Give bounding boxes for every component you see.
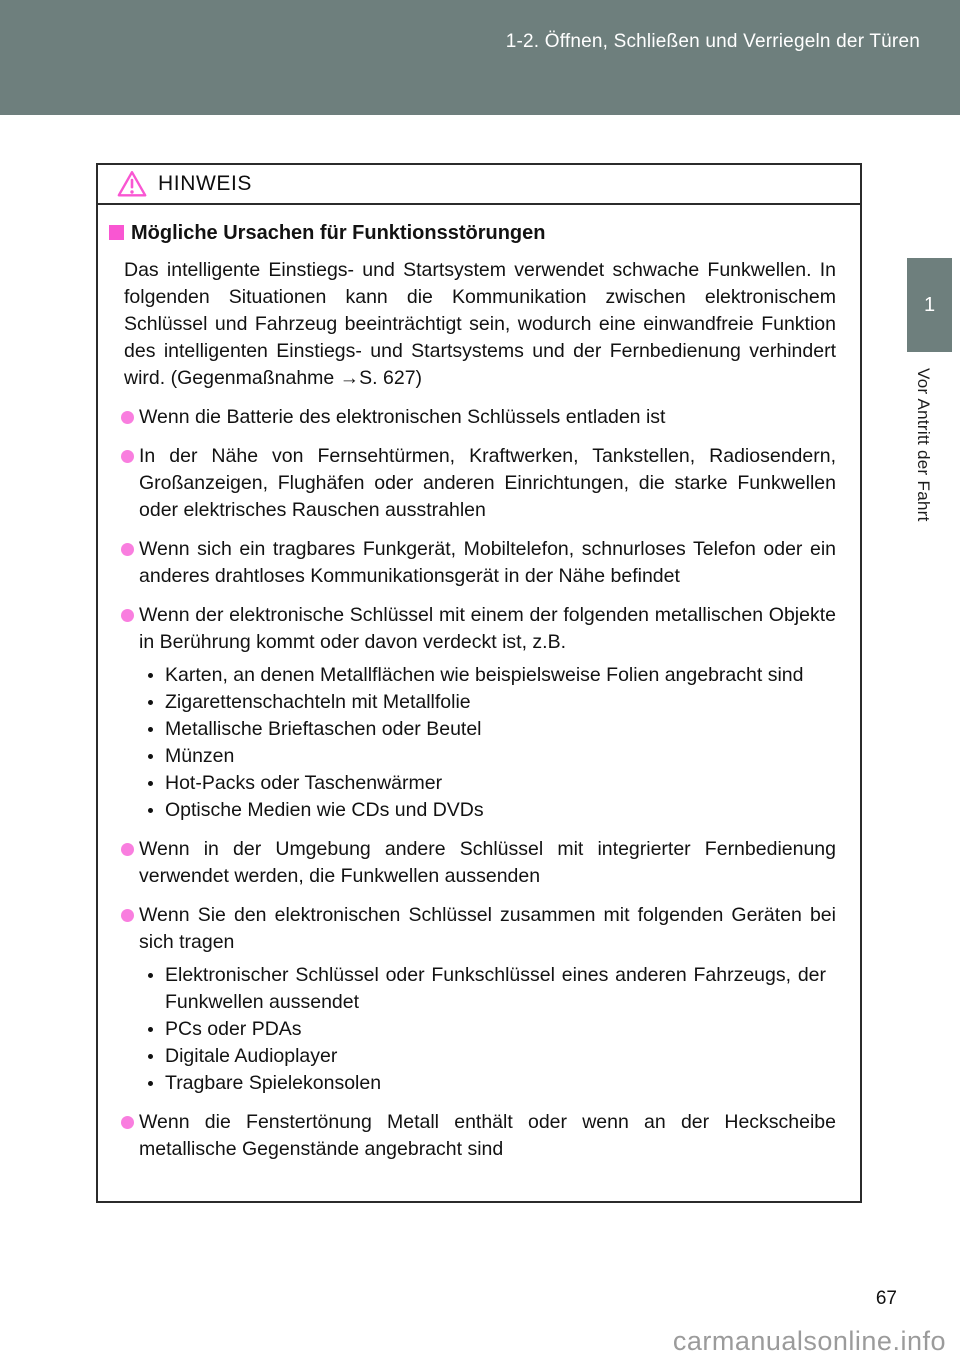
sub-bullet-dot-icon bbox=[148, 673, 153, 678]
notice-item-text: Wenn sich ein tragbares Funkgerät, Mobiltelefon, schnurloses Telefon oder ein anderes drahtloses Kommunikationsgerät in der Nähe befindet bbox=[139, 538, 836, 587]
chapter-number-tab bbox=[907, 258, 952, 352]
section-heading bbox=[109, 221, 836, 245]
notice-subitem bbox=[139, 797, 826, 824]
notice-item bbox=[124, 602, 836, 824]
bullet-circle-icon bbox=[121, 609, 134, 622]
notice-item-text: Wenn Sie den elektronischen Schlüssel zusammen mit folgenden Geräten bei sich tragen bbox=[139, 904, 836, 953]
notice-subitem bbox=[139, 962, 826, 1016]
sub-bullet-dot-icon bbox=[148, 754, 153, 759]
notice-item-text: Wenn in der Umgebung andere Schlüssel mit integrierter Fernbedienung verwendet werden, die Funkwellen aussenden bbox=[139, 838, 836, 887]
sub-bullet-dot-icon bbox=[148, 700, 153, 705]
sub-bullet-dot-icon bbox=[148, 1027, 153, 1032]
notice-subitem-text: Digitale Audioplayer bbox=[165, 1045, 338, 1067]
notice-subitem-text: Karten, an denen Metallflächen wie beispielsweise Folien angebracht sind bbox=[165, 664, 804, 686]
notice-body bbox=[98, 205, 860, 1163]
intro-paragraph: Das intelligente Einstiegs- und Startsystem verwendet schwache Funkwellen. In folgenden Situationen kann die Kommunikation zwischen elektronischem Schlüssel und Fahrzeug beeinträchtigt sein, wodurch eine einwandfreie Funktion des intelligenten Einstiegs- und Startsystems und der Fernbedienung verhindert wird. (Gegenmaßnahme →S. 627) bbox=[124, 259, 836, 389]
notice-item bbox=[124, 902, 836, 1097]
notice-subitem-text: Hot-Packs oder Taschenwärmer bbox=[165, 772, 443, 794]
sub-bullet-dot-icon bbox=[148, 1081, 153, 1086]
notice-subitem bbox=[139, 770, 826, 797]
chapter-side-label: Vor Antritt der Fahrt bbox=[914, 368, 933, 522]
notice-subitem bbox=[139, 689, 826, 716]
bullet-circle-icon bbox=[121, 843, 134, 856]
notice-subitem bbox=[139, 743, 826, 770]
notice-sublist bbox=[139, 962, 836, 1097]
page-number: 67 bbox=[875, 1288, 897, 1309]
notice-item bbox=[124, 404, 836, 431]
notice-subitem bbox=[139, 1070, 826, 1097]
notice-header bbox=[98, 165, 860, 205]
sub-bullet-dot-icon bbox=[148, 808, 153, 813]
notice-item bbox=[124, 443, 836, 524]
bullet-circle-icon bbox=[121, 543, 134, 556]
sub-bullet-dot-icon bbox=[148, 1054, 153, 1059]
notice-subitem bbox=[139, 662, 826, 689]
notice-item-text: Wenn der elektronische Schlüssel mit einem der folgenden metallischen Objekte in Berührung kommt oder davon verdeckt ist, z.B. bbox=[139, 604, 836, 653]
notice-subitem-text: PCs oder PDAs bbox=[165, 1018, 302, 1040]
chapter-header-band bbox=[0, 0, 960, 115]
chapter-number: 1 bbox=[923, 293, 936, 316]
notice-item-text: In der Nähe von Fernsehtürmen, Kraftwerken, Tankstellen, Radiosendern, Großanzeigen, Flughäfen oder anderen Einrichtungen, die starke Funkwellen oder elektrisches Rauschen ausstrahlen bbox=[139, 445, 836, 521]
notice-subitem bbox=[139, 1016, 826, 1043]
notice-subitem-text: Optische Medien wie CDs und DVDs bbox=[165, 799, 484, 821]
bullet-circle-icon bbox=[121, 411, 134, 424]
notice-subitem bbox=[139, 716, 826, 743]
notice-subitem-text: Zigarettenschachteln mit Metallfolie bbox=[165, 691, 471, 713]
notice-box bbox=[96, 163, 862, 1203]
notice-item-text: Wenn die Fenstertönung Metall enthält oder wenn an der Heckscheibe metallische Gegenstände angebracht sind bbox=[139, 1111, 836, 1160]
notice-subitem-text: Metallische Brieftaschen oder Beutel bbox=[165, 718, 482, 740]
notice-item bbox=[124, 536, 836, 590]
sub-bullet-dot-icon bbox=[148, 727, 153, 732]
sub-bullet-dot-icon bbox=[148, 781, 153, 786]
bullet-circle-icon bbox=[121, 909, 134, 922]
notice-item bbox=[124, 1109, 836, 1163]
bullet-circle-icon bbox=[121, 450, 134, 463]
notice-item-text: Wenn die Batterie des elektronischen Schlüssels entladen ist bbox=[139, 406, 666, 428]
section-title: Mögliche Ursachen für Funktionsstörungen bbox=[131, 222, 546, 244]
notice-title: HINWEIS bbox=[158, 172, 253, 195]
watermark: carmanualsonline.info bbox=[672, 1326, 946, 1356]
chapter-breadcrumb: 1-2. Öffnen, Schließen und Verriegeln der Türen bbox=[505, 31, 920, 52]
section-bullet-square-icon bbox=[109, 225, 124, 240]
notice-subitem-text: Münzen bbox=[165, 745, 235, 767]
notice-subitem bbox=[139, 1043, 826, 1070]
notice-item bbox=[124, 836, 836, 890]
warning-triangle-icon bbox=[117, 170, 147, 198]
notice-subitem-text: Elektronischer Schlüssel oder Funkschlüssel eines anderen Fahrzeugs, der Funkwellen aussendet bbox=[165, 964, 826, 1013]
bullet-circle-icon bbox=[121, 1116, 134, 1129]
notice-sublist bbox=[139, 662, 836, 824]
sub-bullet-dot-icon bbox=[148, 973, 153, 978]
notice-items bbox=[124, 404, 836, 1163]
notice-subitem-text: Tragbare Spielekonsolen bbox=[165, 1072, 382, 1094]
